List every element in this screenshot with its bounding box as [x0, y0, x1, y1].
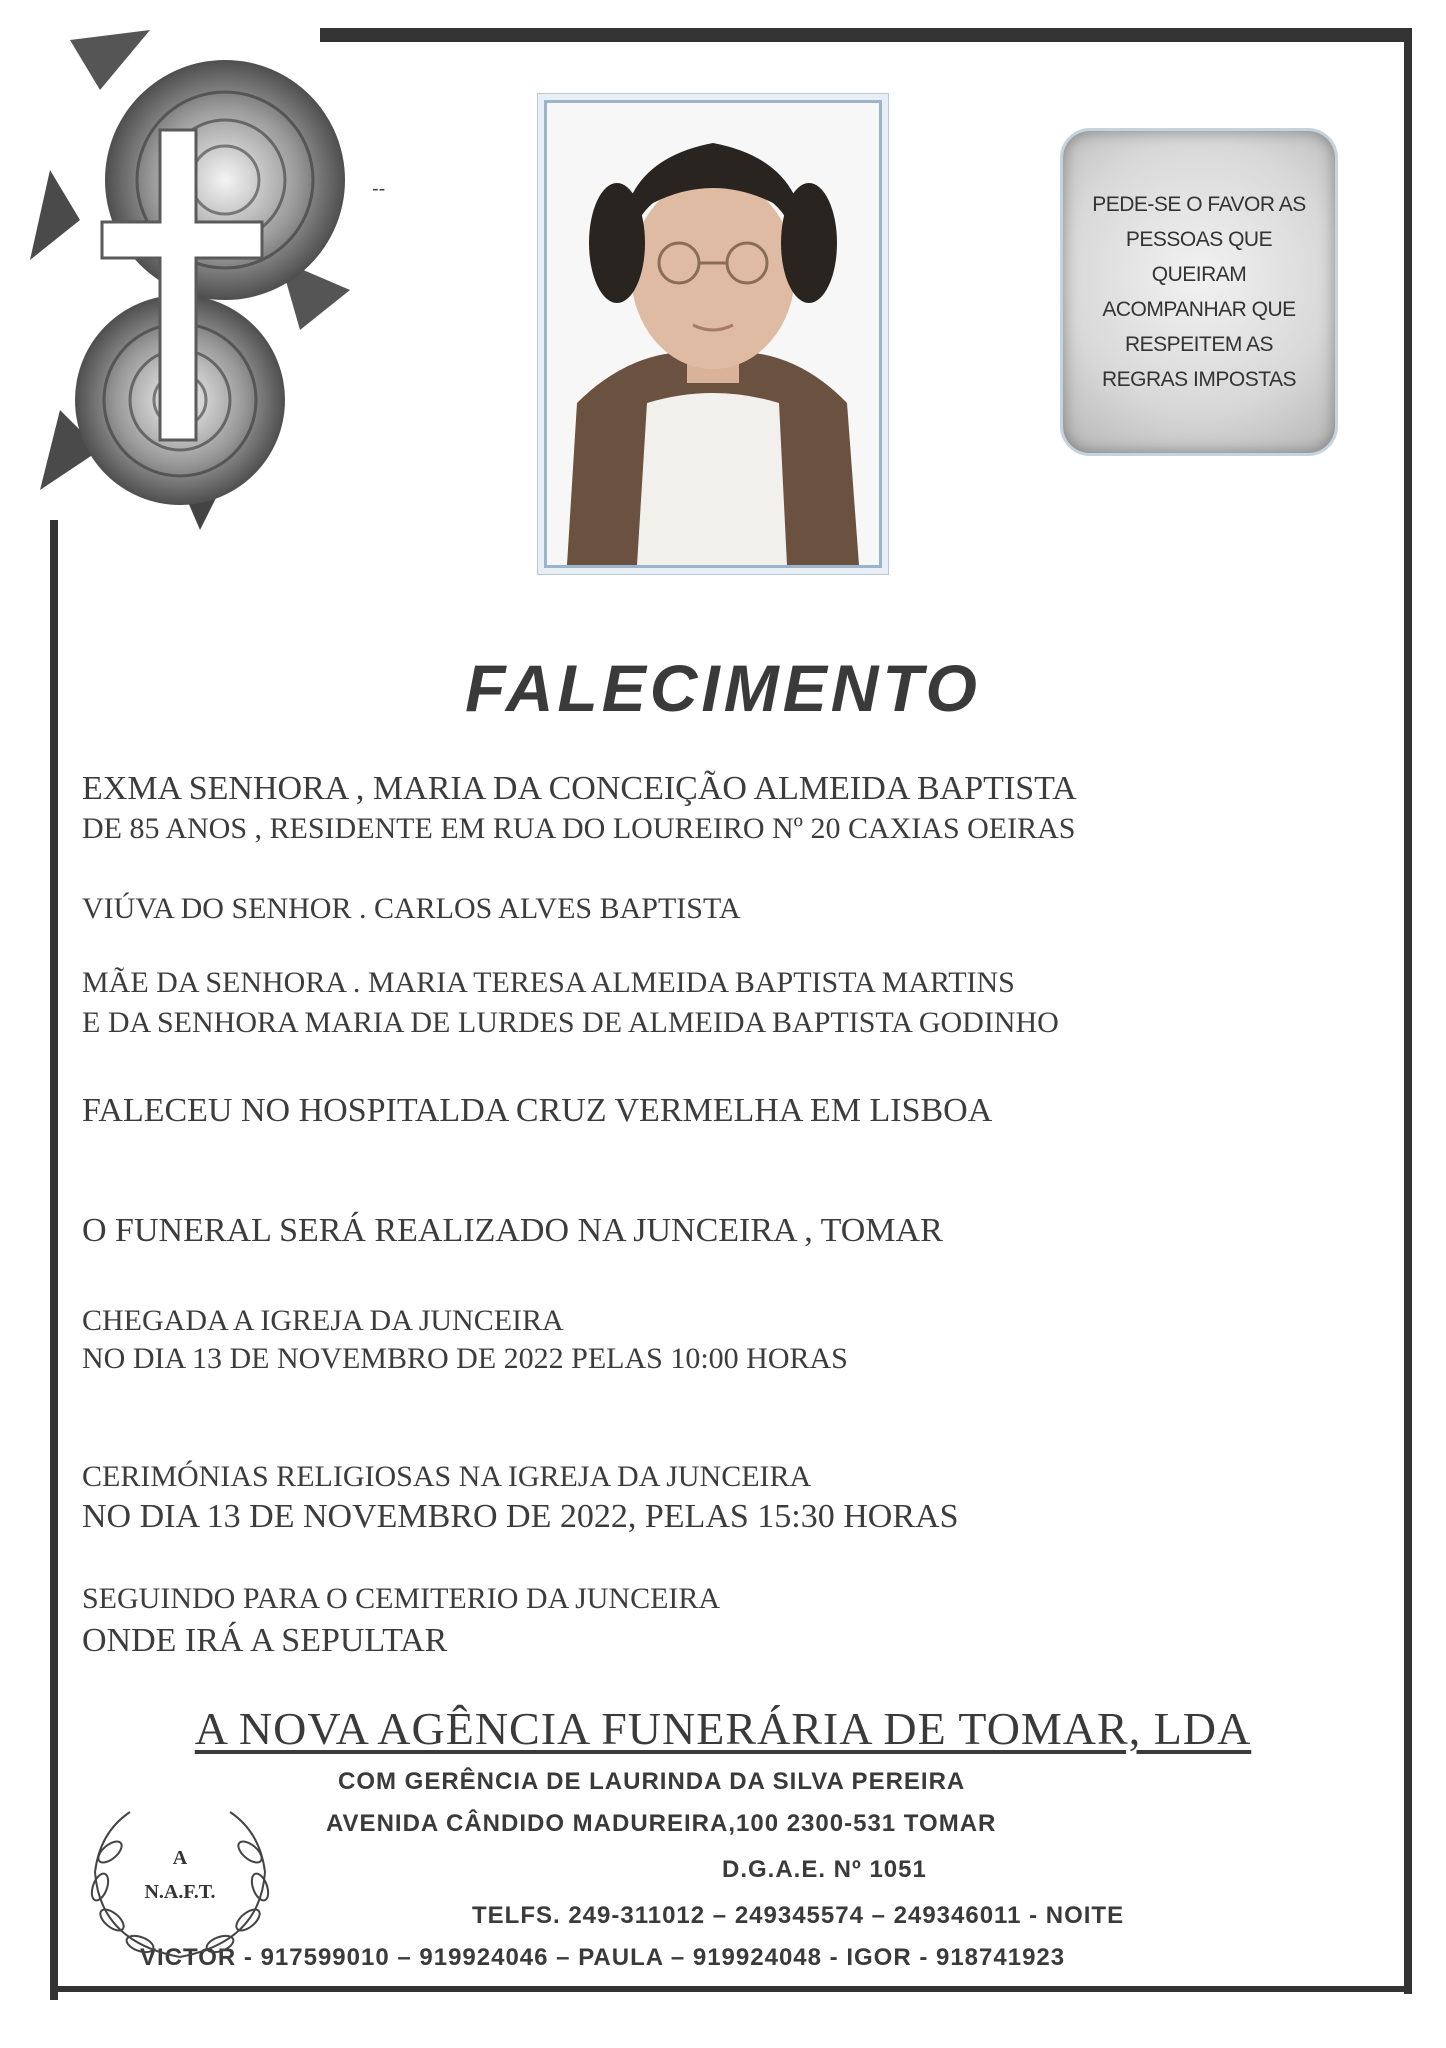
page-title: FALECIMENTO	[465, 651, 981, 725]
phones-line: TELFS. 249-311012 – 249345574 – 249346011 - NOITE	[472, 1902, 1125, 1929]
page-border-right	[1404, 28, 1412, 1994]
arrival-line-1: CHEGADA A IGREJA DA JUNCEIRA	[82, 1304, 564, 1337]
seal-name: N.A.F.T.	[144, 1881, 216, 1903]
portrait-photo	[544, 100, 882, 568]
funeral-line: O FUNERAL SERÁ REALIZADO NA JUNCEIRA , TOMAR	[82, 1212, 943, 1249]
address-line: AVENIDA CÂNDIDO MADUREIRA,100 2300-531 TOMAR	[326, 1810, 997, 1837]
night-contacts-line: VICTOR - 917599010 – 919924046 – PAULA – 919924048 - IGOR - 918741923	[140, 1944, 1066, 1971]
agency-seal-icon	[70, 1792, 290, 1972]
notice-text: PEDE-SE O FAVOR AS PESSOAS QUE QUEIRAM ACOMPANHAR QUE RESPEITEM AS REGRAS IMPOSTAS	[1092, 193, 1306, 391]
death-place-line: FALECEU NO HOSPITALDA CRUZ VERMELHA EM LISBOA	[82, 1092, 993, 1129]
seal-letter: A	[172, 1847, 188, 1869]
page-border-bottom	[50, 1986, 1412, 1992]
arrival-line-2: NO DIA 13 DE NOVEMBRO DE 2022 PELAS 10:00 HORAS	[82, 1342, 848, 1375]
burial-line-1: SEGUINDO PARA O CEMITERIO DA JUNCEIRA	[82, 1582, 721, 1615]
portrait-image	[547, 103, 879, 565]
dgae-line: D.G.A.E. Nº 1051	[722, 1856, 927, 1883]
ceremony-line-2: NO DIA 13 DE NOVEMBRO DE 2022, PELAS 15:30 HORAS	[82, 1498, 959, 1535]
page-border-left	[50, 520, 58, 2000]
mother-line-1: MÃE DA SENHORA . MARIA TERESA ALMEIDA BAPTISTA MARTINS	[82, 966, 1015, 999]
dash-mark: --	[372, 178, 386, 200]
ceremony-line-1: CERIMÓNIAS RELIGIOSAS NA IGREJA DA JUNCEIRA	[82, 1460, 812, 1493]
mother-line-2: E DA SENHORA MARIA DE LURDES DE ALMEIDA BAPTISTA GODINHO	[82, 1006, 1059, 1039]
manager-line: COM GERÊNCIA DE LAURINDA DA SILVA PEREIRA	[338, 1768, 966, 1795]
agency-name: A NOVA AGÊNCIA FUNERÁRIA DE TOMAR, LDA	[194, 1703, 1252, 1754]
deceased-name-line: EXMA SENHORA , MARIA DA CONCEIÇÃO ALMEIDA BAPTISTA	[82, 770, 1077, 807]
widow-line: VIÚVA DO SENHOR . CARLOS ALVES BAPTISTA	[82, 892, 741, 925]
notice-box	[1060, 128, 1338, 456]
age-residence-line: DE 85 ANOS , RESIDENTE EM RUA DO LOUREIRO Nº 20 CAXIAS OEIRAS	[82, 812, 1076, 845]
page-border-top	[320, 28, 1408, 42]
burial-line-2: ONDE IRÁ A SEPULTAR	[82, 1622, 448, 1659]
rose-cross-icon	[30, 30, 360, 530]
